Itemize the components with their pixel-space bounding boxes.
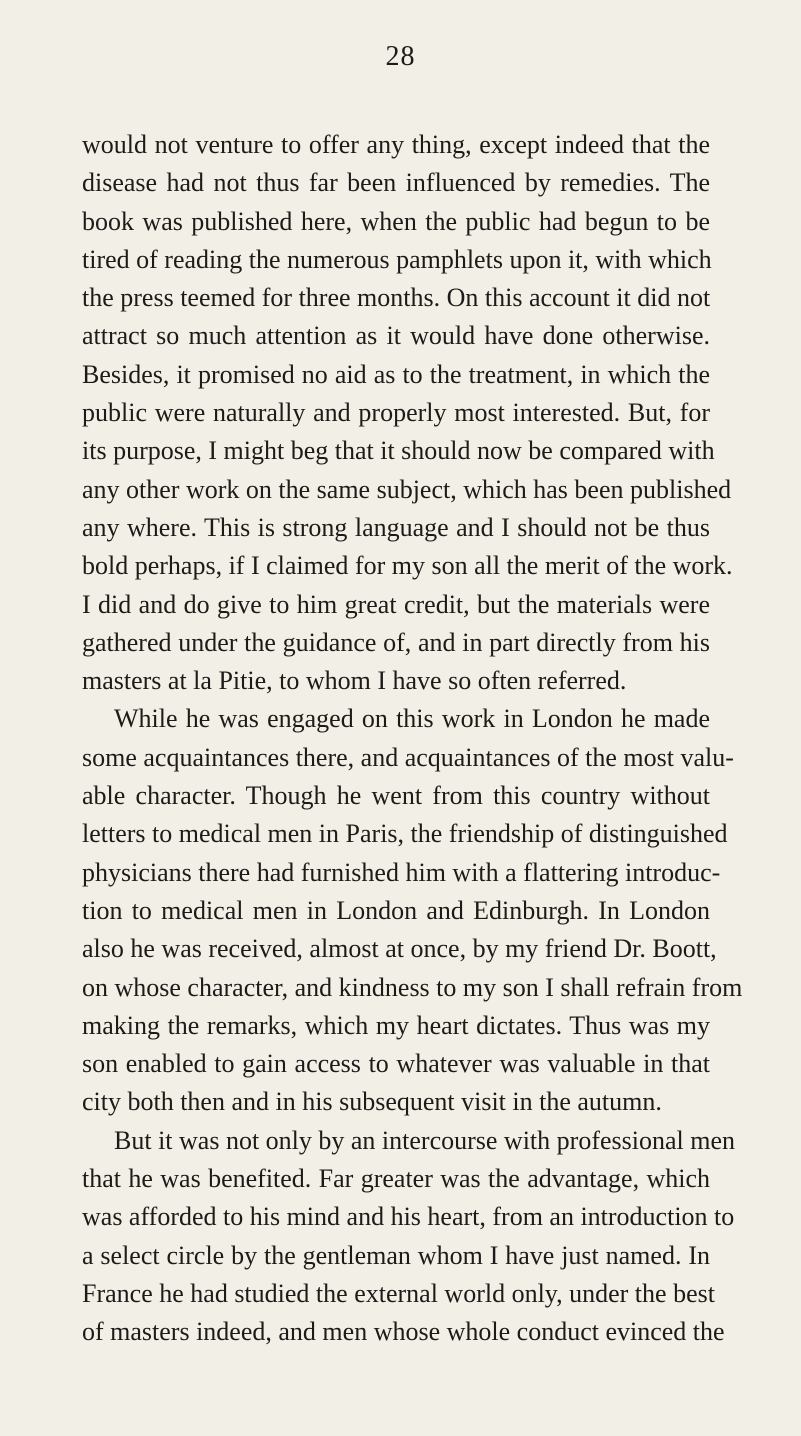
text-line: letters to medical men in Paris, the friendship of distinguished xyxy=(82,819,728,849)
text-line: the press teemed for three months. On this account it did not xyxy=(82,283,711,313)
text-line: able character. Though he went from this country without xyxy=(82,781,710,811)
text-line: book was published here, when the public had begun to be xyxy=(82,206,710,236)
text-line: masters at la Pitie, to whom I have so often referred. xyxy=(82,666,627,696)
text-line: would not venture to offer any thing, except indeed that the xyxy=(82,130,710,159)
text-line: any where. This is strong language and I should not be thus xyxy=(82,512,710,542)
text-line: physicians there had furnished him with a flattering introduc- xyxy=(82,857,721,887)
text-line: some acquaintances there, and acquaintances of the most valu- xyxy=(82,742,734,772)
text-line: I did and do give to him great credit, but the materials were xyxy=(82,589,710,619)
text-line: its purpose, I might beg that it should now be compared with xyxy=(82,436,715,466)
text-line: was afforded to his mind and his heart, from an introduction to xyxy=(82,1202,735,1232)
text-line: gathered under the guidance of, and in part directly from his xyxy=(82,627,710,657)
text-line: on whose character, and kindness to my son I shall refrain from xyxy=(82,972,743,1002)
text-line: son enabled to gain access to whatever was valuable in that xyxy=(82,1049,710,1079)
text-line: city both then and in his subsequent visit in the autumn. xyxy=(82,1087,662,1117)
text-line: bold perhaps, if I claimed for my son all the merit of the work. xyxy=(82,551,733,581)
body-text xyxy=(82,126,743,1352)
text-line: making the remarks, which my heart dictates. Thus was my xyxy=(82,1010,710,1040)
text-line: public were naturally and properly most interested. But, for xyxy=(82,398,710,428)
page-number: 28 xyxy=(385,41,416,72)
text-line: tired of reading the numerous pamphlets upon it, with which xyxy=(82,244,712,274)
text-line: a select circle by the gentleman whom I have just named. In xyxy=(82,1240,710,1270)
text-line: any other work on the same subject, which has been published xyxy=(82,474,732,504)
text-line: France he had studied the external world only, under the best xyxy=(82,1278,715,1308)
text-line: attract so much attention as it would have done otherwise. xyxy=(82,321,710,351)
text-line: But it was not only by an intercourse with professional men xyxy=(114,1125,736,1155)
text-line: of masters indeed, and men whose whole conduct evinced the xyxy=(82,1317,725,1347)
text-line: disease had not thus far been influenced by remedies. The xyxy=(82,168,710,198)
text-line: also he was received, almost at once, by my friend Dr. Boott, xyxy=(82,934,717,964)
text-line: that he was benefited. Far greater was the advantage, which xyxy=(82,1164,710,1194)
text-line: Besides, it promised no aid as to the treatment, in which the xyxy=(82,359,710,389)
text-line: tion to medical men in London and Edinburgh. In London xyxy=(82,895,710,925)
text-line: While he was engaged on this work in London he made xyxy=(114,704,710,734)
